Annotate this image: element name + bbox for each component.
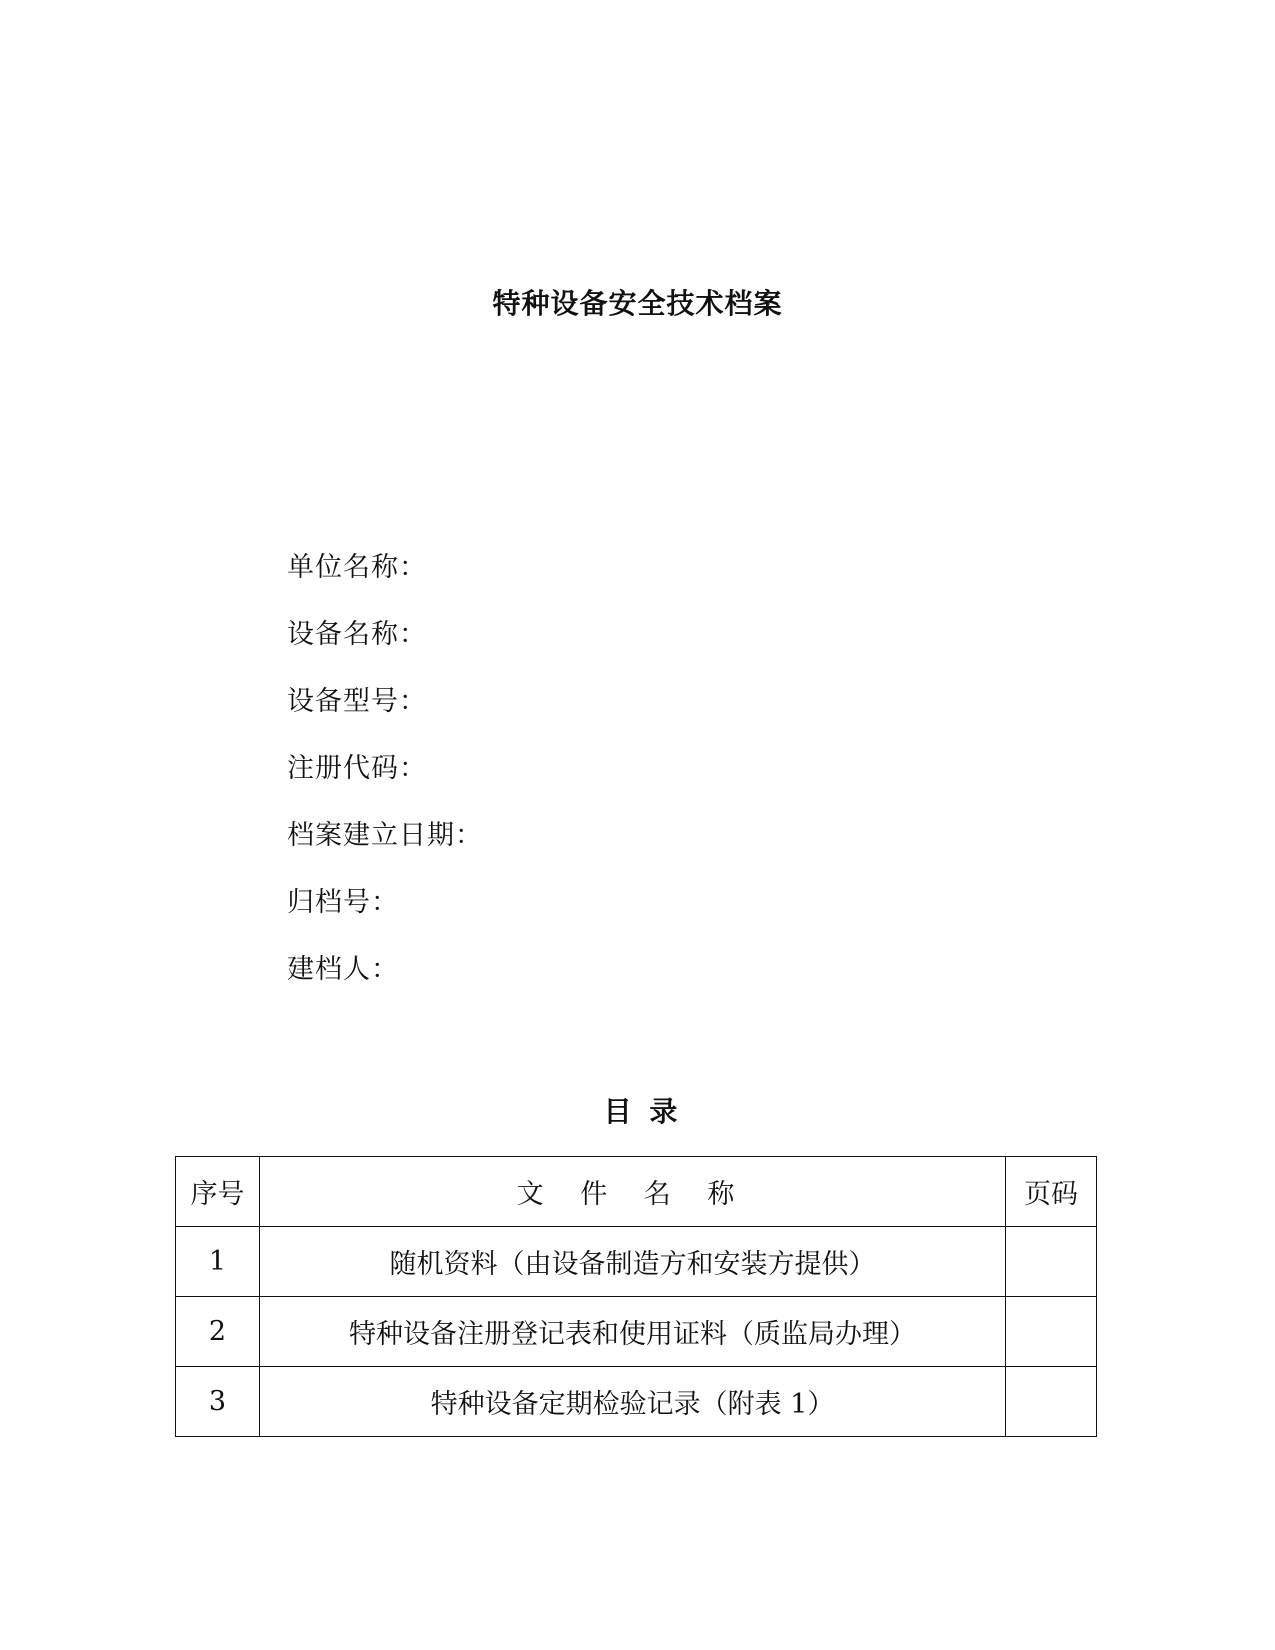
toc-row-page xyxy=(1006,1367,1097,1437)
info-field-registration-code: 注册代码： xyxy=(287,753,427,784)
toc-row-name: 特种设备注册登记表和使用证料（质监局办理） xyxy=(260,1297,1006,1367)
info-field-archivist: 建档人： xyxy=(287,954,399,985)
toc-table xyxy=(175,1156,1097,1437)
info-field-equipment-model: 设备型号： xyxy=(287,686,427,717)
table-row xyxy=(176,1297,1097,1367)
toc-header-name: 文 件 名 称 xyxy=(260,1157,1006,1227)
table-row xyxy=(176,1367,1097,1437)
toc-row-page xyxy=(1006,1297,1097,1367)
toc-header-row xyxy=(176,1157,1097,1227)
info-fields xyxy=(287,550,483,1019)
toc-row-name: 特种设备定期检验记录（附表 1） xyxy=(260,1367,1006,1437)
document-title: 特种设备安全技术档案 xyxy=(492,287,783,320)
toc-row-no: 2 xyxy=(176,1297,260,1367)
table-row xyxy=(176,1227,1097,1297)
toc-title-char: 录 xyxy=(649,1095,678,1128)
toc-title-char: 目 xyxy=(603,1095,632,1128)
toc-header-page: 页码 xyxy=(1006,1157,1097,1227)
toc-title xyxy=(0,1090,1275,1130)
info-field-unit-name: 单位名称： xyxy=(287,552,427,583)
info-field-archive-number: 归档号： xyxy=(287,887,399,918)
info-field-equipment-name: 设备名称： xyxy=(287,619,427,650)
toc-row-no: 1 xyxy=(176,1227,260,1297)
info-field-archive-date: 档案建立日期： xyxy=(287,820,483,851)
toc-row-page xyxy=(1006,1227,1097,1297)
toc-row-name: 随机资料（由设备制造方和安装方提供） xyxy=(260,1227,1006,1297)
toc-header-no: 序号 xyxy=(176,1157,260,1227)
toc-row-no: 3 xyxy=(176,1367,260,1437)
